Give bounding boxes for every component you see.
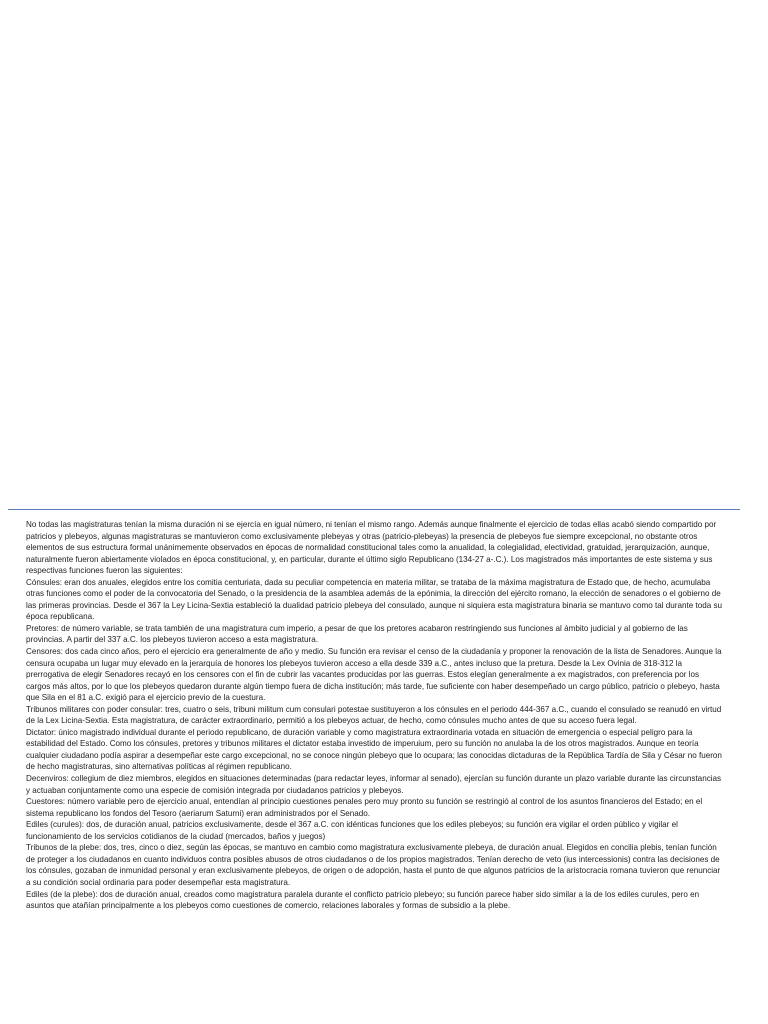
paragraph-ediles-plebe: Ediles (de la plebe): dos de duración anual, creados como magistratura paralela durante el conflicto patricio plebeyo; su función parece haber sido similar a la de los ediles curules, pero en asuntos que atañían principalmente a los plebeyos como cuestiones de comercio, relaciones laborales y formas de subsidio a la plebe. (26, 889, 700, 911)
paragraph-cuestores: Cuestores: número variable pero de ejercicio anual, entendían al principio cuestiones penales pero muy pronto su función se restringió al control de los asuntos financieros del Estado; en el sistema republicano los fondos del Tesoro (aeriarum Saturni) eran administrados por el Senado. (26, 797, 703, 818)
paragraph-dictator: Dictator: único magistrado individual durante el periodo republicano, de duración variable y como magistratura extraordinaria votada en situación de emergencia o especial peligro para la estabilidad del Estado. Como los cónsules, pretores y tribunos militares el dictator estaba investido de imperuium, pero su función no anulaba la de los otros magistrados. Aunque en teoría cualquier ciudadano podía aspirar a desempeñar este cargo excepcional, no se conoce ningún plebeyo que lo ocupara; las conocidas dictaduras de la República Tardía de Sila y César no fueron de hecho magistraturas, sino alternativas políticas al régimen republicano. (26, 727, 722, 772)
paragraph-censores: Censores: dos cada cinco años, pero el ejercicio era generalmente de año y medio. Su función era revisar el censo de la ciudadanía y proponer la renovación de la lista de Senadores. Aunque la censura ocupaba un lugar muy elevado en la jerarquía de honores los plebeyos tuvieron acceso a ella desde 339 a.C., antes incluso que la pretura. Desde la Lex Ovinia de 318-312 la prerrogativa de elegir Senadores recayó en los censores con el fin de cubrir las vacantes producidas por las guerras. Estos elegían generalmente a ex magistrados, con preferencia por los cargos más altos, por lo que los plebeyos quedaron durante algún tiempo fuera de dicha institución; más tarde, fue suficiente con haber desempeñado un cargo público, patricio o plebeyo, hasta que Sila en el 81 a.C. exigió para el ejercicio previo de la cuestura. (26, 647, 722, 703)
paragraph-tribunos-plebe: Tribunos de la plebe: dos, tres, cinco o diez, según las épocas, se mantuvo en cambio como magistratura exclusivamente plebeya, de duración anual. Elegidos en concilia plebis, tenían función de proteger a los ciudadanos en cuanto individuos contra posibles abusos de otros ciudadanos o de los propios magistrados. Tenían derecho de veto (ius intercessionis) contra las decisiones de los cónsules, gozaban de inmunidad personal y eran exclusivamente plebeyos, de origen o de adopción, hasta el punto de que algunos patricios de la aristocracia romana tuvieron que renunciar a su condición social ordinaria para poder desempeñar esta magistratura. (26, 843, 721, 887)
paragraph-ediles-curules: Ediles (curules): dos, de duración anual, patricios exclusivamente, desde el 367 a.C. con idénticas funciones que los ediles plebeyos; su función era vigilar el orden público y vigilar el funcionamiento de los servicios cotidianos de la ciudad (mercados, baños y juegos) (26, 820, 678, 841)
paragraph-tribunos-militares: Tribunos militares con poder consular: tres, cuatro o seis, tribuni militum cum consulari potestae sustituyeron a los cónsules en el periodo 444-367 a.C., cuando el consulado se reanudó en virtud de la Lex Licina-Sextia. Esta magistratura, de carácter extraordinario, permitió a los plebeyos actuar, de hecho, como cónsules mucho antes de que su acceso fuera legal. (26, 704, 722, 726)
paragraph-pretores: Pretores: de número variable, se trata también de una magistratura cum imperio, a pesar de que los pretores acabaron restringiendo sus funciones al ámbito judicial y al gobierno de las provincias. A partir del 337 a.C. los plebeyos tuvieron acceso a esta magistratura. (26, 623, 688, 645)
intro-paragraph: No todas las magistraturas tenían la misma duración ni se ejercía en igual número, ni tenían el mismo rango. Además aunque finalmente el ejercicio de todas ellas acabó siendo compartido por patricios y plebeyos, algunas magistraturas se mantuvieron como exclusivamente plebeyas y otras (patricio-plebeyas) la presencia de plebeyos fue siempre excepcional, no obstante otros elementos de sus estructura formal unánimemente observados en épocas de normalidad constitucional tales como la anualidad, la colegialidad, electividad, gratuidad, jerarquización, aunque, naturalmente fueron abiertamente violados en época constitucional, y, en particular, durante el último siglo Republicano (134-27 a-.C.). Los magistrados más importantes de este sistema y sus respectivas funciones fueron las siguientes: (26, 520, 717, 576)
paragraph-decenviros: Decenviros: collegium de diez miembros, elegidos en situaciones determinadas (para redactar leyes, informar al senado), ejercían su función durante un plazo variable durante las circunstancias y actuaban conjuntamente como una especie de comisión integrada por ciudadanos patricios y plebeyos. (26, 774, 722, 795)
header-divider (8, 509, 740, 510)
paragraph-consules: Cónsules: eran dos anuales, elegidos entre los comitia centuriata, dada su peculiar competencia en materia militar, se trataba de la máxima magistratura de Estado que, de hecho, acumulaba otras funciones como el poder de la convocatoria del Senado, o la presidencia de la asamblea además de la epónimia, la dirección del ejército romano, la elección de senadores o el gobierno de las primeras provincias. Desde el 367 la Ley Licina-Sextia estableció la dualidad patricio plebeya del consulado, aunque ni siquiera esta magistratura binaria se mantuvo como tal durante toda su época republicana. (26, 577, 723, 622)
document-body (26, 519, 724, 912)
